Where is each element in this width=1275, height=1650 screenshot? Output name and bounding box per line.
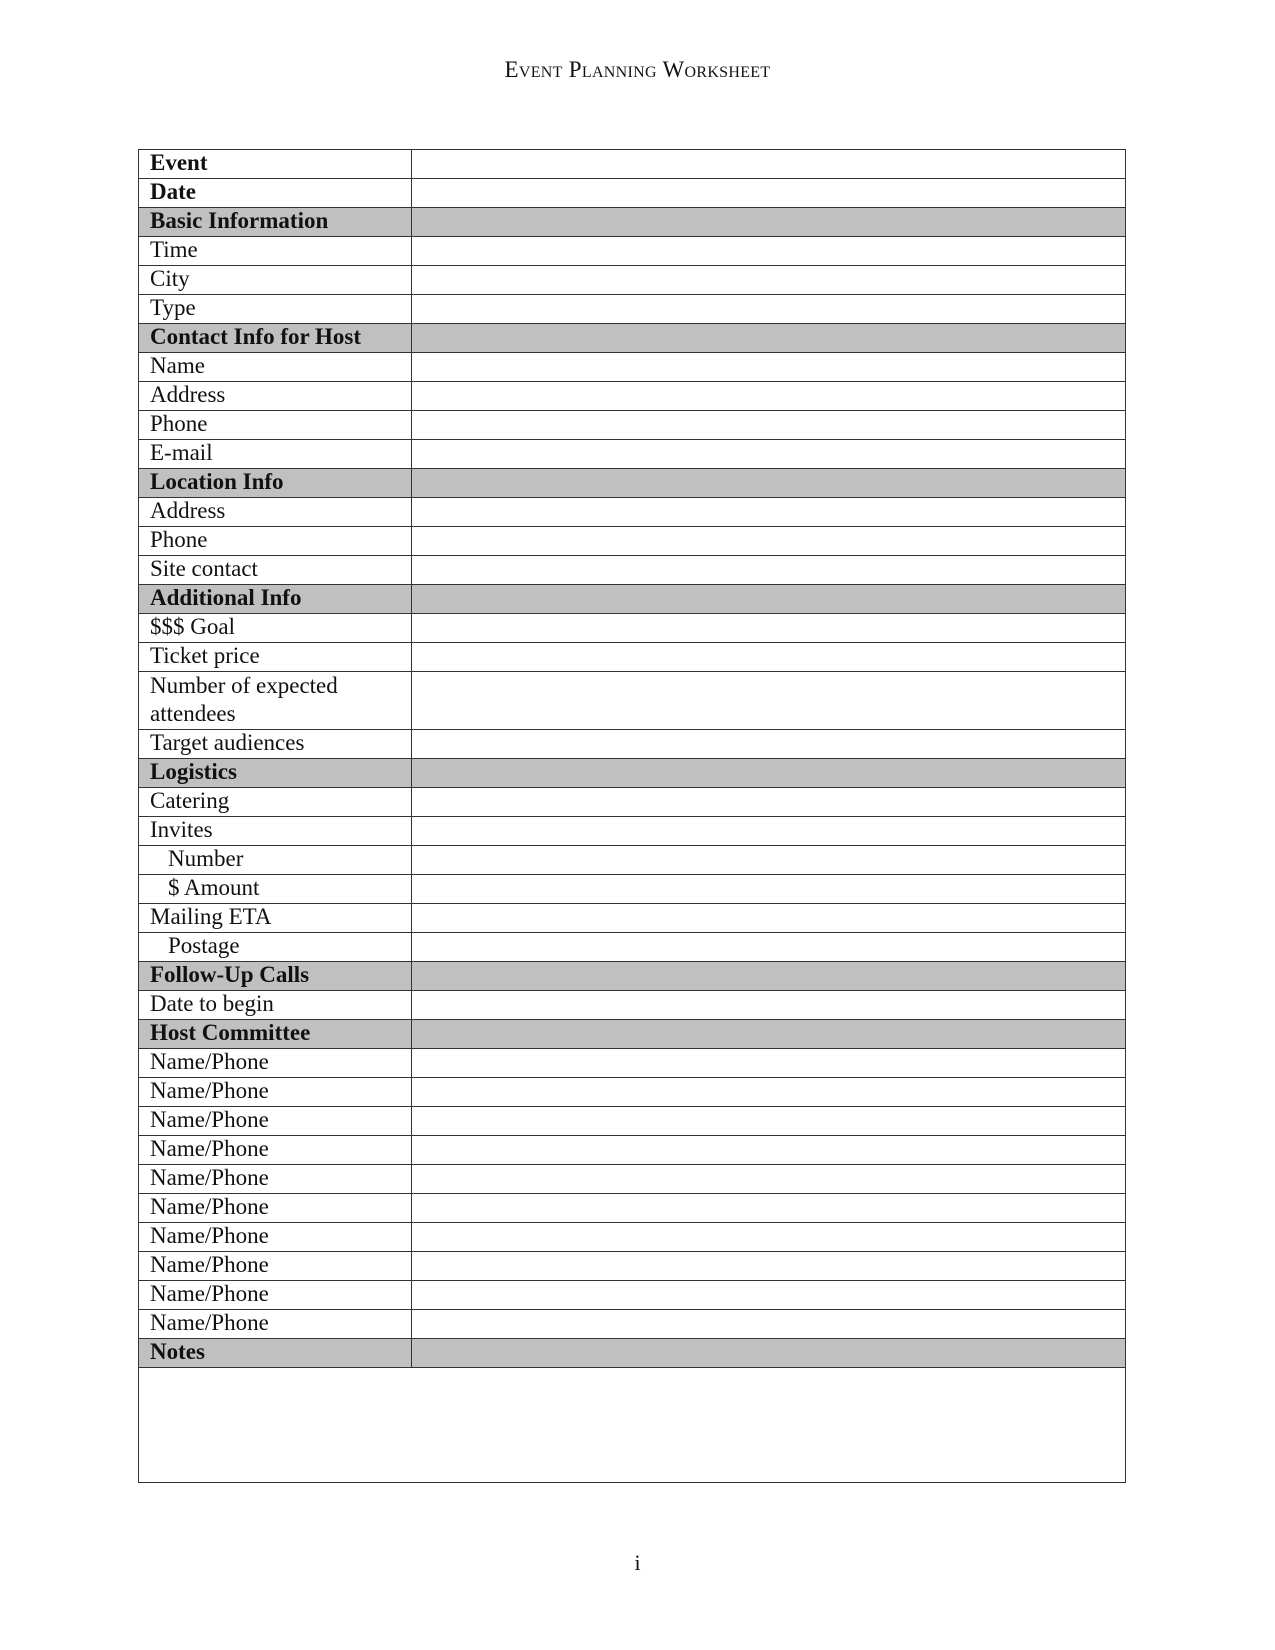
notes-area[interactable] xyxy=(139,1368,1126,1483)
value-cell[interactable] xyxy=(412,614,1126,643)
row-label: Name/Phone xyxy=(139,1223,412,1252)
section-fill-cell xyxy=(412,585,1126,614)
value-cell[interactable] xyxy=(412,353,1126,382)
table-row xyxy=(139,1078,1126,1107)
row-label: E-mail xyxy=(139,440,412,469)
row-label: Invites xyxy=(139,817,412,846)
value-cell[interactable] xyxy=(412,1136,1126,1165)
value-cell[interactable] xyxy=(412,991,1126,1020)
section-header-row xyxy=(139,962,1126,991)
row-label: $ Amount xyxy=(139,875,412,904)
value-cell[interactable] xyxy=(412,1223,1126,1252)
value-cell[interactable] xyxy=(412,817,1126,846)
value-cell[interactable] xyxy=(412,498,1126,527)
section-header-row xyxy=(139,1020,1126,1049)
table-row xyxy=(139,875,1126,904)
value-cell[interactable] xyxy=(412,382,1126,411)
row-label: Name/Phone xyxy=(139,1194,412,1223)
row-label: Address xyxy=(139,382,412,411)
table-row xyxy=(139,788,1126,817)
section-header-row xyxy=(139,585,1126,614)
section-fill-cell xyxy=(412,1339,1126,1368)
row-label: Additional Info xyxy=(139,585,412,614)
row-label: Host Committee xyxy=(139,1020,412,1049)
section-fill-cell xyxy=(412,208,1126,237)
row-label: Name/Phone xyxy=(139,1310,412,1339)
row-label: Logistics xyxy=(139,759,412,788)
value-cell[interactable] xyxy=(412,643,1126,672)
value-cell[interactable] xyxy=(412,266,1126,295)
row-label: Name/Phone xyxy=(139,1078,412,1107)
table-row xyxy=(139,266,1126,295)
table-row xyxy=(139,382,1126,411)
table-row xyxy=(139,1049,1126,1078)
value-cell[interactable] xyxy=(412,527,1126,556)
row-label: Type xyxy=(139,295,412,324)
table-row xyxy=(139,1252,1126,1281)
table-row xyxy=(139,846,1126,875)
section-fill-cell xyxy=(412,962,1126,991)
page-title: Event Planning Worksheet xyxy=(504,57,771,82)
value-cell[interactable] xyxy=(412,1281,1126,1310)
notes-area-row xyxy=(139,1368,1126,1483)
row-label: Name/Phone xyxy=(139,1165,412,1194)
row-label: Notes xyxy=(139,1339,412,1368)
value-cell[interactable] xyxy=(412,556,1126,585)
row-label: Number xyxy=(139,846,412,875)
value-cell[interactable] xyxy=(412,788,1126,817)
row-label: Name xyxy=(139,353,412,382)
value-cell[interactable] xyxy=(412,904,1126,933)
section-header-row xyxy=(139,469,1126,498)
row-label: Catering xyxy=(139,788,412,817)
row-label: Location Info xyxy=(139,469,412,498)
value-cell[interactable] xyxy=(412,295,1126,324)
value-cell[interactable] xyxy=(412,411,1126,440)
section-fill-cell xyxy=(412,469,1126,498)
value-cell[interactable] xyxy=(412,1078,1126,1107)
row-label: $$$ Goal xyxy=(139,614,412,643)
table-row xyxy=(139,1194,1126,1223)
section-header-row xyxy=(139,324,1126,353)
row-label: Basic Information xyxy=(139,208,412,237)
table-row xyxy=(139,411,1126,440)
value-cell[interactable] xyxy=(412,730,1126,759)
table-row xyxy=(139,440,1126,469)
row-label: Name/Phone xyxy=(139,1252,412,1281)
table-row xyxy=(139,1107,1126,1136)
row-label: Name/Phone xyxy=(139,1281,412,1310)
page-number: i xyxy=(634,1550,641,1575)
section-header-row xyxy=(139,759,1126,788)
row-label: Name/Phone xyxy=(139,1136,412,1165)
table-row xyxy=(139,991,1126,1020)
value-cell[interactable] xyxy=(412,933,1126,962)
value-cell[interactable] xyxy=(412,1165,1126,1194)
value-cell[interactable] xyxy=(412,1049,1126,1078)
row-label: Site contact xyxy=(139,556,412,585)
table-row xyxy=(139,730,1126,759)
value-cell[interactable] xyxy=(412,440,1126,469)
section-header-row xyxy=(139,208,1126,237)
table-row xyxy=(139,614,1126,643)
row-label: Target audiences xyxy=(139,730,412,759)
section-fill-cell xyxy=(412,759,1126,788)
table-row xyxy=(139,817,1126,846)
row-label: Date xyxy=(139,179,412,208)
table-row xyxy=(139,643,1126,672)
value-cell[interactable] xyxy=(412,846,1126,875)
table-row xyxy=(139,1223,1126,1252)
row-label: Date to begin xyxy=(139,991,412,1020)
table-row xyxy=(139,237,1126,266)
row-label: Name/Phone xyxy=(139,1107,412,1136)
value-cell[interactable] xyxy=(412,1252,1126,1281)
section-header-row xyxy=(139,1339,1126,1368)
value-cell[interactable] xyxy=(412,875,1126,904)
section-fill-cell xyxy=(412,324,1126,353)
event-planning-table xyxy=(138,149,1126,1483)
section-fill-cell xyxy=(412,1020,1126,1049)
row-label: Event xyxy=(139,150,412,179)
row-label: Mailing ETA xyxy=(139,904,412,933)
table-row xyxy=(139,295,1126,324)
table-row xyxy=(139,672,1126,730)
table-row xyxy=(139,527,1126,556)
value-cell[interactable] xyxy=(412,150,1126,179)
value-cell[interactable] xyxy=(412,1107,1126,1136)
row-label: Address xyxy=(139,498,412,527)
table-row xyxy=(139,556,1126,585)
value-cell[interactable] xyxy=(412,237,1126,266)
row-label: City xyxy=(139,266,412,295)
row-label: Postage xyxy=(139,933,412,962)
row-label: Phone xyxy=(139,527,412,556)
table-row xyxy=(139,498,1126,527)
row-label: Contact Info for Host xyxy=(139,324,412,353)
row-label: Number of expected attendees xyxy=(139,672,412,730)
table-row xyxy=(139,933,1126,962)
value-cell[interactable] xyxy=(412,672,1126,730)
row-label: Ticket price xyxy=(139,643,412,672)
row-label: Name/Phone xyxy=(139,1049,412,1078)
value-cell[interactable] xyxy=(412,1310,1126,1339)
value-cell[interactable] xyxy=(412,1194,1126,1223)
table-row xyxy=(139,1136,1126,1165)
table-row xyxy=(139,904,1126,933)
row-label: Time xyxy=(139,237,412,266)
table-row xyxy=(139,1310,1126,1339)
table-row xyxy=(139,179,1126,208)
table-row xyxy=(139,353,1126,382)
table-row xyxy=(139,1165,1126,1194)
table-row xyxy=(139,1281,1126,1310)
row-label: Phone xyxy=(139,411,412,440)
row-label: Follow-Up Calls xyxy=(139,962,412,991)
table-row xyxy=(139,150,1126,179)
value-cell[interactable] xyxy=(412,179,1126,208)
